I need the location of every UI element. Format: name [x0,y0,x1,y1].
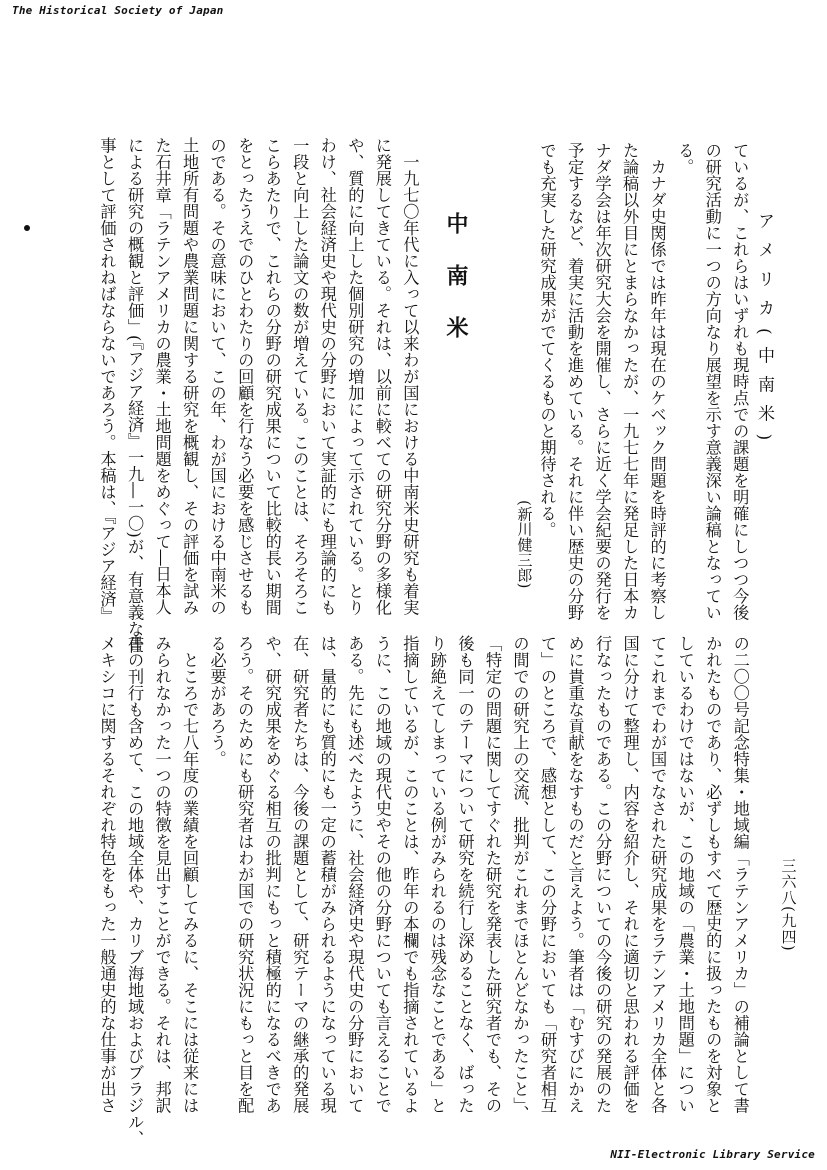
header-left: The Historical Society of Japan [12,4,224,17]
top-paragraph: ているが、これらはいずれも現時点での課題を明確にしつつ今後 の研究活動に一つの方向なり展望を示す意義深い論稿となってい る。 カナダ史関係では昨年は現在のケベック問題を時評的に考察し た論稿以外目にとまらなかったが、一九七七年に発足した日本カ ナダ学会は年次研究大会を開催し、さらに近く学会紀要の発行を 予定するなど、着実に活動を進めている。それに伴い歴史の分野 でも充実した研究成果がでてくるものと期待される。 [537,142,750,621]
section-title: アメリカ(中南米) [754,212,774,453]
signature: (新川健三郎) [515,500,534,589]
subheading: 中 南 米 [443,212,469,342]
header-right: NII-Electronic Library Service [610,1148,815,1161]
right-paragraph: の二〇〇号記念特集・地域編「ラテンアメリカ」の補論として書 かれたものであり、必ずしもすべて歴史的に扱ったものを対象と しているわけではないが、この地域の「農業・土地問題」につい てこれまでわが国でなされた研究成果をラテンアメリカ全体と各 国に分けて整理し、内容を紹介し、それに適切と思われる評価を 行なったものである。この分野についての今後の研究の発展のた めに貴重な貢献をなすものだと言えよう。筆者は「むすびにかえ て」のところで、感想として、この分野においても「研究者相互 の間での研究上の交流、批判がこれまでほとんどなかったこと」、 「特定の問題に関してすぐれた研究を発表した研究者でも、その 後も同一のテーマについて研究を続行し深めることなく、ばった り跡絶えてしまっている例がみられるのは残念なことである」と 指摘しているが、このことは、昨年の本欄でも指摘されているよ うに、この地域の現代史やその他の分野についても言えることで ある。先にも述べたように、社会経済史や現代史の分野において は、量的にも質的にも一定の蓄積がみられるようになっている現 在、研究者たちは、今後の課題として、研究テーマの継承的発展 や、研究成果をめぐる相互の批判にもっと積極的になるべきであ ろう。そのためにも研究者はわが国での研究状況にもっと目を配 る必要があろう。 ところで七八年度の業績を回顧してみるに、そこには従来には みられなかった一つの特徴を見出すことができる。それは、邦訳 書の刊行も含めて、この地域全体や、カリブ海地域およびブラジル、 メキシコに関するそれぞれ特色をもった一般通史的な仕事が出さ [97,635,750,1147]
bottom-paragraph: 一九七〇年代に入って以来わが国における中南米史研究も着実 に発展してきている。それは、以前に較べての研究分野の多様化 や、質的に向上した個別研究の増加によって示されている。とり わけ、社会経済史や現代史の分野において実証的にも理論的にも 一段と向上した論文の数が増えている。このことは、そろそろこ こらあたりで、これらの分野の研究成果について比較的長い期間 をとったうえでのひとわたりの回顧を行なう必要を感じさせるも のである。その意味において、この年、わが国における中南米の 土地所有問題や農業問題に関する研究を概観し、その評価を試み た石井章「ラテンアメリカの農業・土地問題をめぐって―日本人 による研究の概観と評価」(『アジア経済』一九―一〇)が、有意義な仕 事として評価されねばならないであろう。本稿は、『アジア経済』 [97,137,420,654]
stray-mark [24,225,30,231]
page-number: 三六八(九四) [779,858,798,952]
